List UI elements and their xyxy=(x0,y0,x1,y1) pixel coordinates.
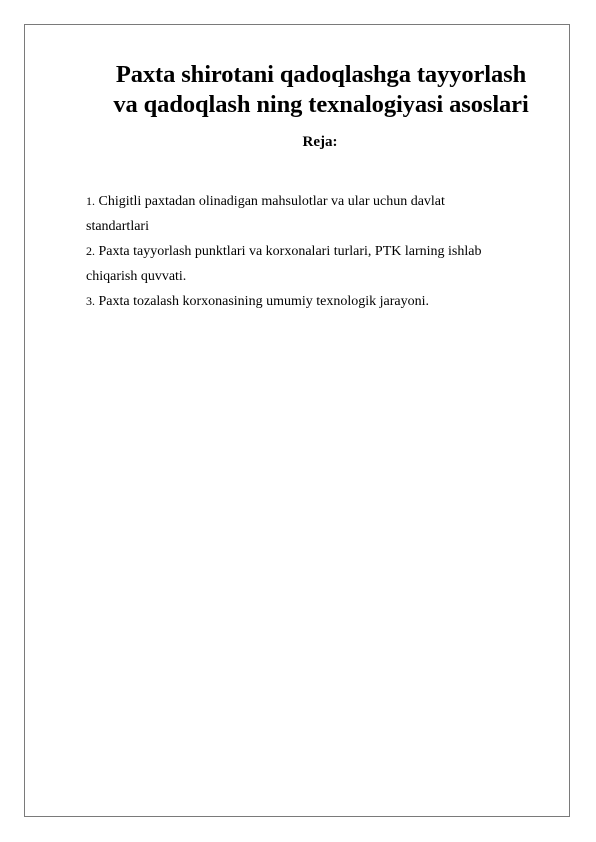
plan-heading: Reja: xyxy=(302,134,338,150)
plan-item-2 xyxy=(86,239,556,289)
plan-item-3 xyxy=(86,289,556,314)
title-line-1: Paxta shirotani qadoqlashga tayyorlash xyxy=(115,61,527,88)
document-title xyxy=(86,60,556,120)
plan-list xyxy=(86,189,556,314)
plan-item-1-number: 1. xyxy=(86,194,95,208)
plan-item-2-line-1 xyxy=(86,239,556,264)
plan-item-1-line-2: standartlari xyxy=(86,219,149,234)
plan-item-3-text: Paxta tozalash korxonasining umumiy texnologik jarayoni. xyxy=(98,294,429,309)
plan-item-3-number: 3. xyxy=(86,294,95,308)
plan-item-2-text: Paxta tayyorlash punktlari va korxonalari turlari, PTK larning ishlab xyxy=(98,244,482,259)
plan-item-3-line-1 xyxy=(86,289,556,314)
plan-item-2-number: 2. xyxy=(86,244,95,258)
plan-item-1-line-1 xyxy=(86,189,556,214)
plan-item-1-text: Chigitli paxtadan olinadigan mahsulotlar va ular uchun davlat xyxy=(98,194,445,209)
plan-item-2-line-2: chiqarish quvvati. xyxy=(86,269,187,284)
title-line-2: va qadoqlash ning texnalogiyasi asoslari xyxy=(113,91,529,118)
plan-item-1 xyxy=(86,189,556,239)
